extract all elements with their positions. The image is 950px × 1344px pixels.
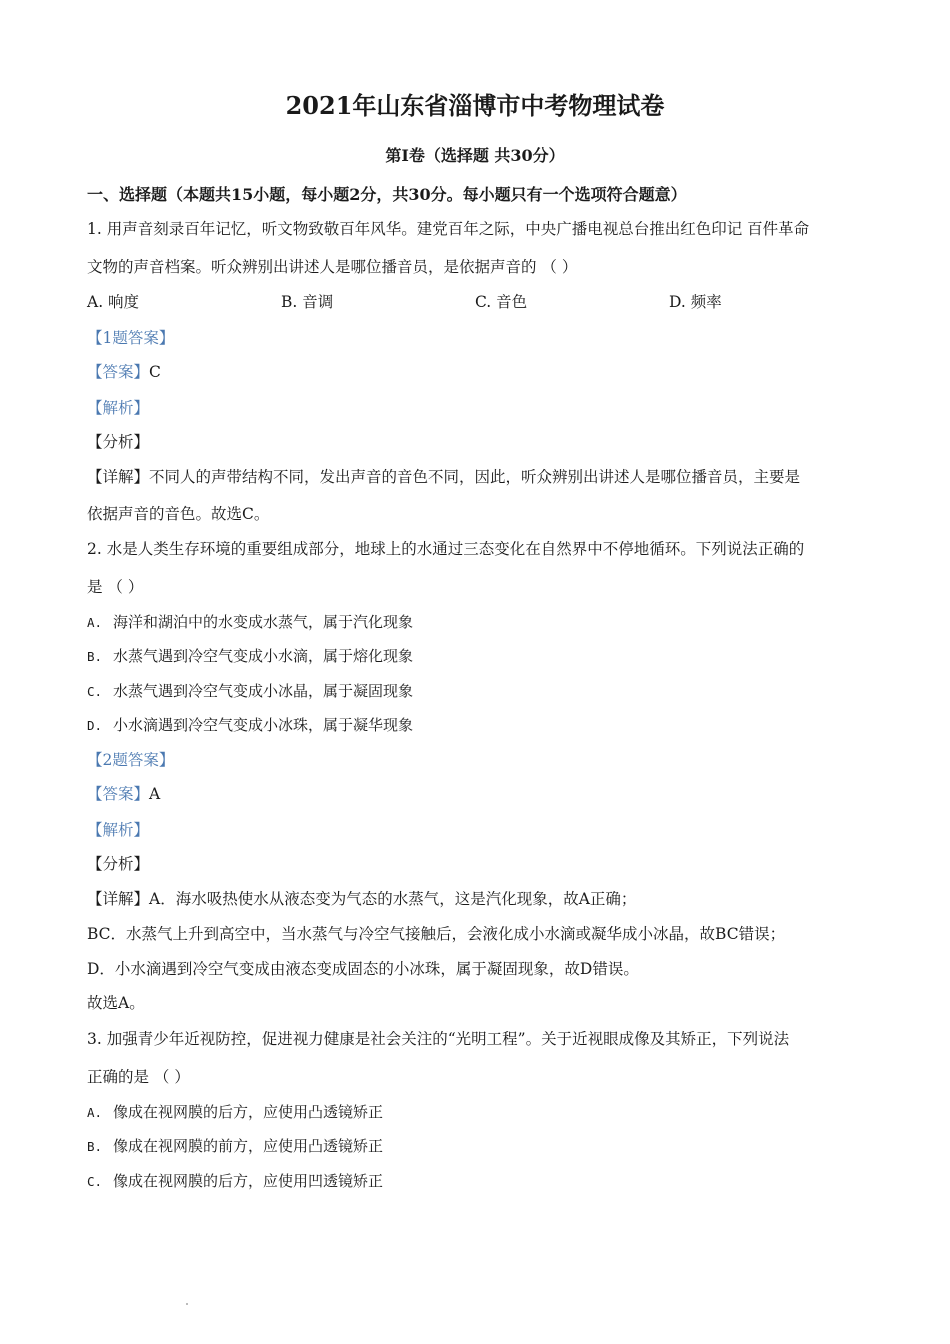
page-speck <box>186 1303 188 1305</box>
q2-answer-header[interactable]: 【2题答案】 <box>87 751 175 769</box>
q2-fenxi: 【分析】 <box>87 855 150 873</box>
q1-detail-line1 <box>87 462 877 492</box>
q1-detail-text: 不同人的声带结构不同，发出声音的音色不同，因此，听众辨别出讲述人是哪位播音员，主要是 <box>149 468 801 486</box>
q1-detail-tag: 【详解】 <box>87 468 150 486</box>
section-heading: 一、选择题（本题共15小题，每小题2分，共30分。每小题只有一个选项符合题意） <box>87 185 687 204</box>
q2-option-d <box>87 710 877 741</box>
q3-option-a-label: A. <box>87 1105 103 1120</box>
q2-detail-line4: 故选A。 <box>87 994 145 1012</box>
q1-answer-header[interactable]: 【1题答案】 <box>87 329 175 347</box>
q2-detail-text: A．海水吸热使水从液态变为气态的水蒸气，这是汽化现象，故A正确； <box>149 890 637 908</box>
q2-option-a <box>87 607 877 638</box>
q2-option-c <box>87 676 877 707</box>
q1-stem-line1: 1. 用声音刻录百年记忆，听文物致敬百年风华。建党百年之际，中央广播电视总台推出红色印记 百件革命 <box>87 220 810 238</box>
q2-option-a-text: 海洋和湖泊中的水变成水蒸气，属于汽化现象 <box>113 613 414 631</box>
q1-answer <box>87 357 877 387</box>
part-subtitle: 第I卷（选择题 共30分） <box>385 146 565 165</box>
q2-option-a-label: A. <box>87 615 103 630</box>
q3-option-b <box>87 1131 877 1162</box>
q1-detail-line2: 依据声音的音色。故选C。 <box>87 505 270 523</box>
q2-answer <box>87 779 877 809</box>
q1-jiexi: 【解析】 <box>87 399 150 417</box>
q3-option-a <box>87 1097 877 1128</box>
q2-answer-tag: 【答案】 <box>87 785 150 803</box>
q2-stem-line2: 是 （ ） <box>87 578 144 596</box>
q1-stem-line2: 文物的声音档案。听众辨别出讲述人是哪位播音员，是依据声音的 （ ） <box>87 258 578 276</box>
q3-option-c <box>87 1166 877 1197</box>
q3-option-b-label: B. <box>87 1139 103 1154</box>
q1-answer-tag: 【答案】 <box>87 363 150 381</box>
q1-option-d: D. 频率 <box>669 293 722 311</box>
q2-answer-value: A <box>149 785 161 803</box>
q3-option-c-label: C. <box>87 1174 103 1189</box>
q2-option-d-text: 小水滴遇到冷空气变成小冰珠，属于凝华现象 <box>113 716 414 734</box>
page-title: 2021年山东省淄博市中考物理试卷 <box>285 91 665 120</box>
q2-detail-line2: BC．水蒸气上升到高空中，当水蒸气与冷空气接触后，会液化成小水滴或凝华成小冰晶，故BC错误； <box>87 925 786 943</box>
q3-stem-line1: 3. 加强青少年近视防控，促进视力健康是社会关注的“光明工程”。关于近视眼成像及其矫正，下列说法 <box>87 1030 790 1048</box>
q1-option-b: B. 音调 <box>281 293 334 311</box>
q1-option-c: C. 音色 <box>475 293 528 311</box>
q2-option-c-text: 水蒸气遇到冷空气变成小冰晶，属于凝固现象 <box>113 682 414 700</box>
q2-detail-line3: D．小水滴遇到冷空气变成由液态变成固态的小冰珠，属于凝固现象，故D错误。 <box>87 960 639 978</box>
q1-answer-value: C <box>149 363 161 381</box>
q3-stem-line2: 正确的是 （ ） <box>87 1068 190 1086</box>
q2-option-b-label: B. <box>87 649 103 664</box>
q2-stem-line1: 2. 水是人类生存环境的重要组成部分，地球上的水通过三态变化在自然界中不停地循环。下列说法正确的 <box>87 540 805 558</box>
q2-detail-tag: 【详解】 <box>87 890 150 908</box>
q2-option-c-label: C. <box>87 684 103 699</box>
q2-detail-line1 <box>87 884 877 914</box>
q3-option-b-text: 像成在视网膜的前方，应使用凸透镜矫正 <box>113 1137 384 1155</box>
q1-fenxi: 【分析】 <box>87 433 150 451</box>
q2-option-d-label: D. <box>87 718 103 733</box>
q3-option-a-text: 像成在视网膜的后方，应使用凸透镜矫正 <box>113 1103 384 1121</box>
q2-option-b-text: 水蒸气遇到冷空气变成小水滴，属于熔化现象 <box>113 647 414 665</box>
q2-jiexi: 【解析】 <box>87 821 150 839</box>
q1-option-a: A. 响度 <box>87 293 140 311</box>
q3-option-c-text: 像成在视网膜的后方，应使用凹透镜矫正 <box>113 1172 384 1190</box>
q2-option-b <box>87 641 877 672</box>
